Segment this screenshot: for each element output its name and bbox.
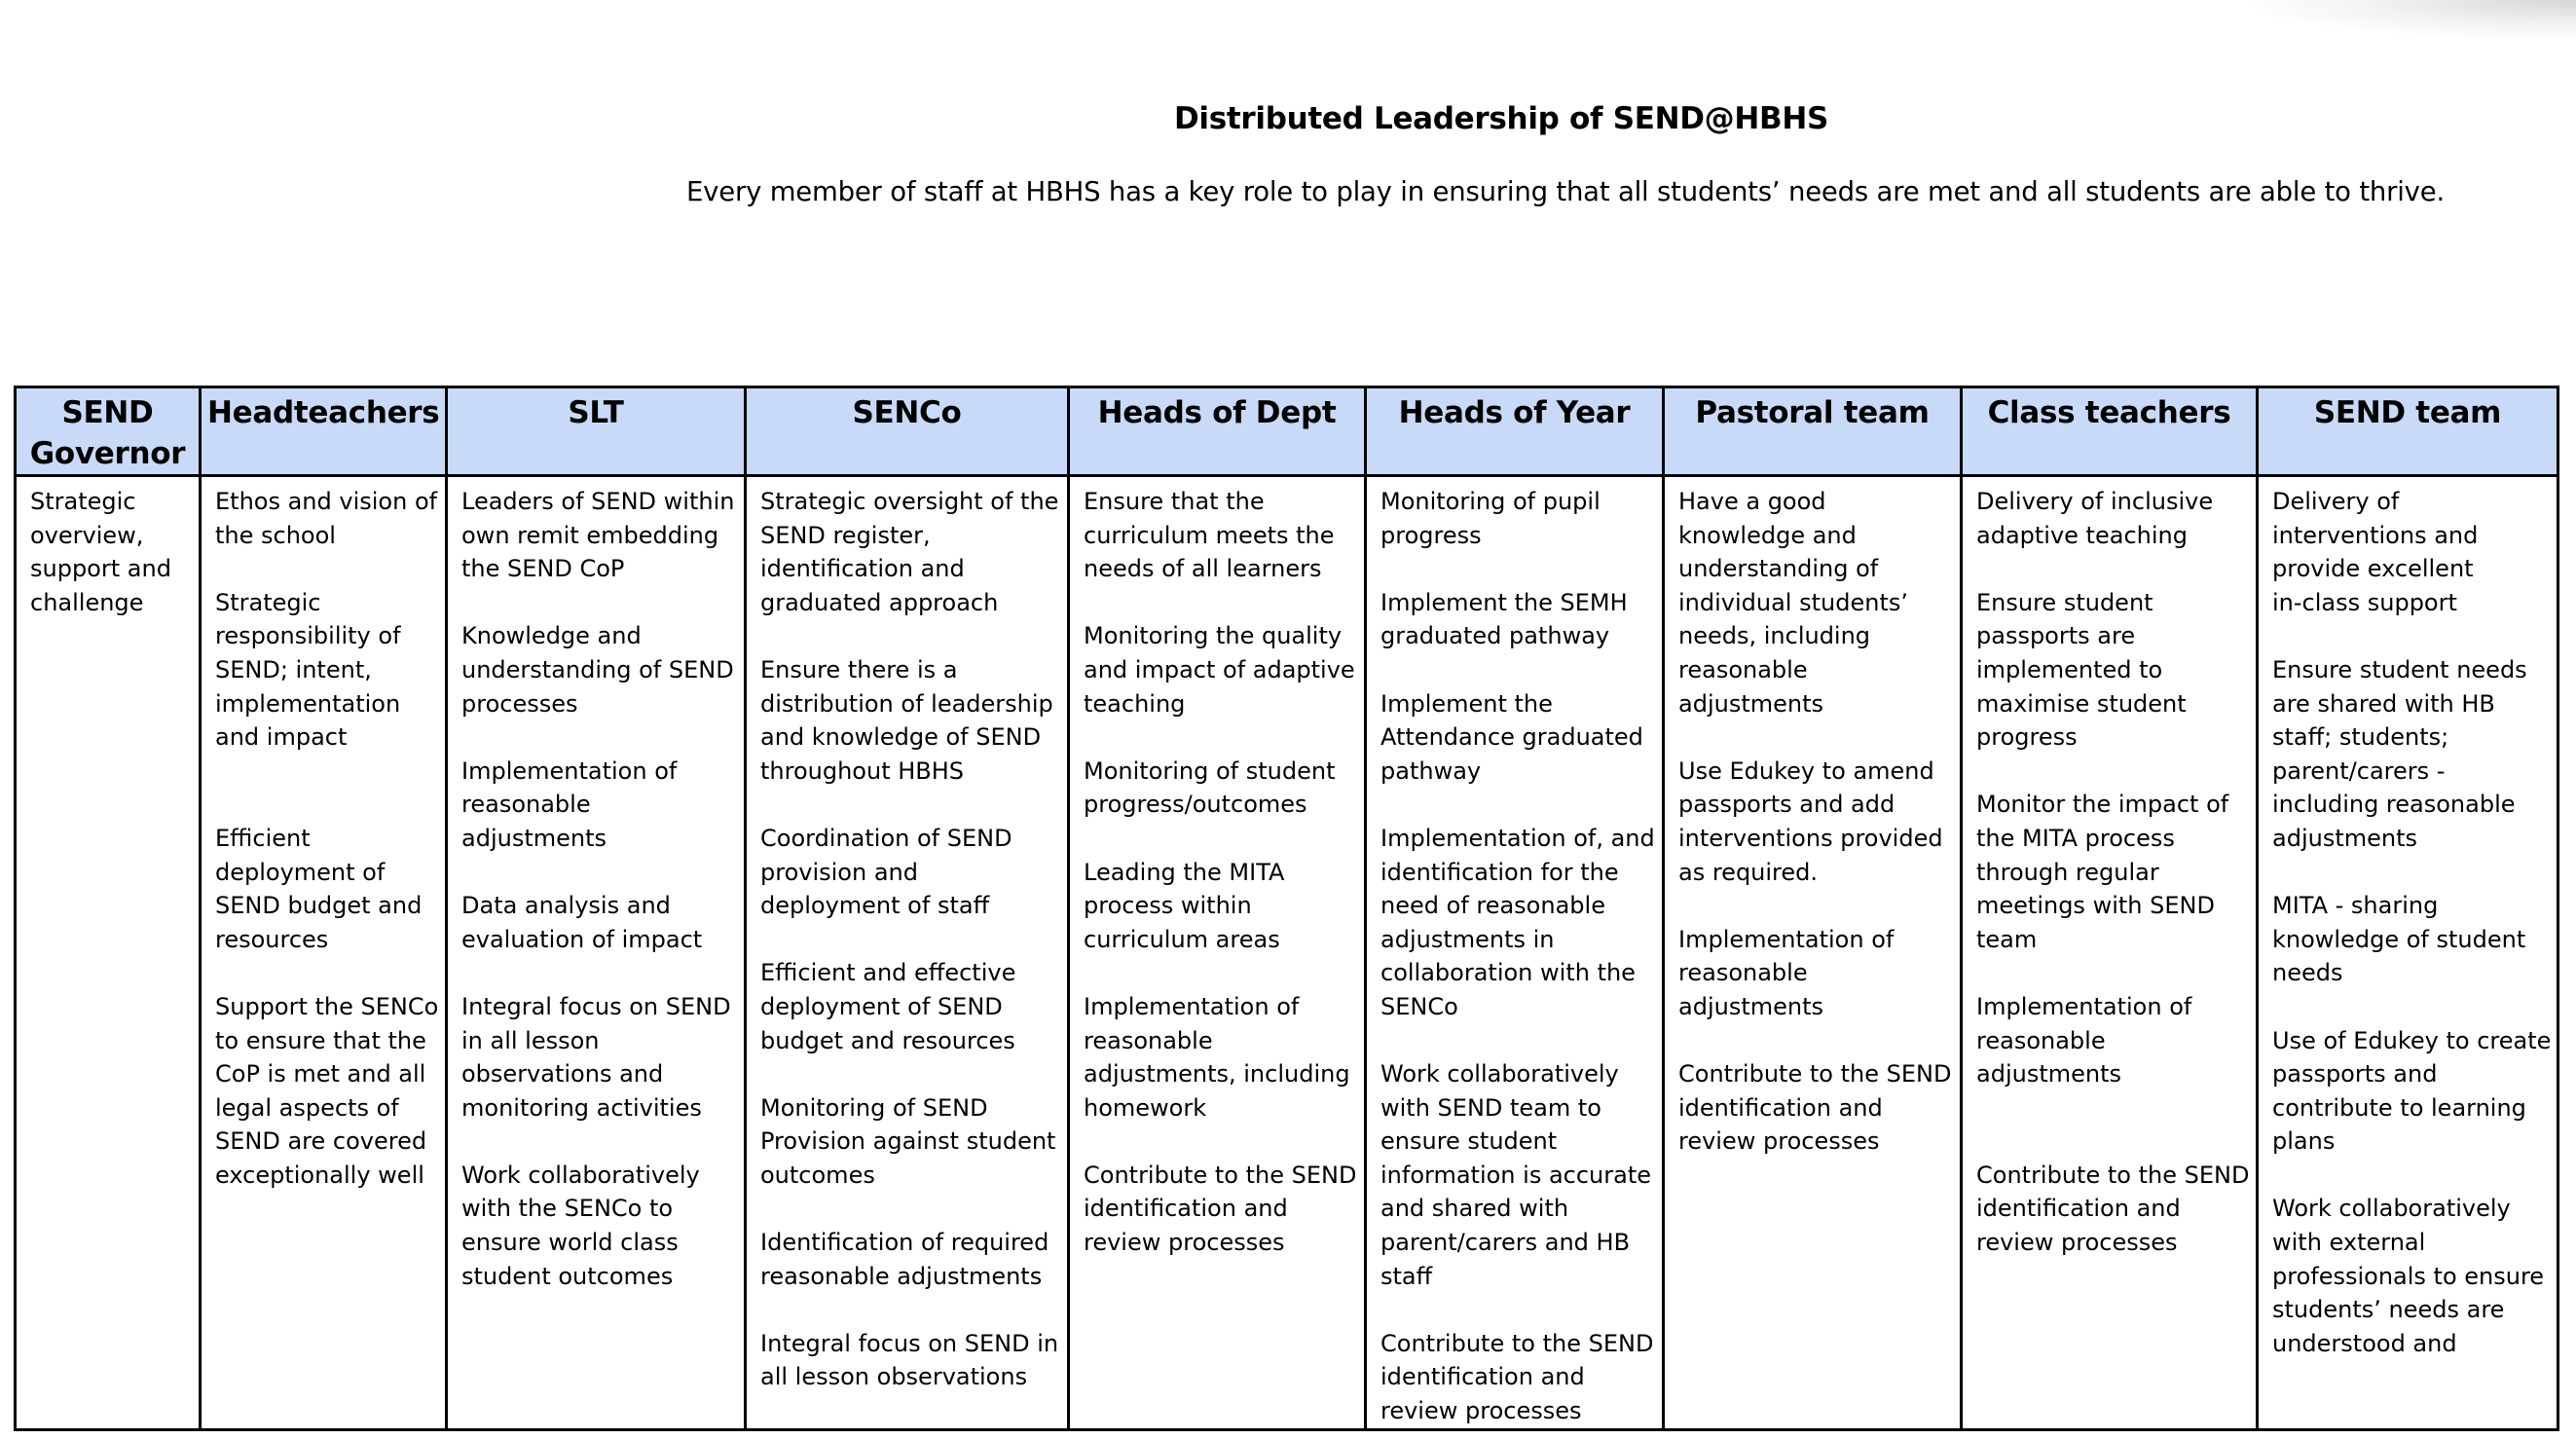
cell-text-line: Integral focus on SEND in (760, 1329, 1059, 1357)
cell-text-line: Coordination of SEND (760, 824, 1012, 852)
cell-spacer (760, 1192, 1063, 1226)
cell-spacer (1380, 552, 1658, 586)
cell-text-line: curriculum areas (1084, 925, 1280, 953)
cell-spacer (1976, 1091, 2252, 1125)
cell-text-line: reasonable (1976, 1026, 2106, 1054)
cell-spacer (2272, 990, 2553, 1024)
cell-text-line: staff; students; (2272, 723, 2449, 752)
cell-spacer (1976, 956, 2252, 990)
cell-text-line: with SEND team to (1380, 1093, 1601, 1122)
cell-spacer (1380, 788, 1658, 822)
cell-text-line: as required. (1678, 858, 1819, 886)
cell-heads-of-year (1366, 476, 1664, 1430)
cell-text-line: understood and (2272, 1329, 2457, 1357)
cell-spacer (215, 788, 441, 822)
cell-spacer (1084, 586, 1360, 620)
cell-text-line: Attendance graduated (1380, 723, 1643, 752)
header-class-teachers: Class teachers (1962, 387, 2258, 476)
cell-spacer (1678, 889, 1956, 923)
cell-text-line: adjustments (2272, 824, 2418, 852)
cell-spacer (760, 1293, 1063, 1327)
cell-text-line: Data analysis and (461, 892, 671, 920)
cell-text-line: parent/carers and HB (1380, 1229, 1631, 1257)
cell-text-line: interventions provided (1678, 824, 1943, 852)
table-header-row (16, 387, 2558, 476)
cell-text-line: provide excellent (2272, 555, 2474, 583)
cell-text-line: and shared with (1380, 1195, 1569, 1223)
header-send-governor: SEND Governor (16, 387, 201, 476)
cell-text-line: identification and (1084, 1195, 1288, 1223)
cell-text-line: Delivery of (2272, 488, 2400, 515)
cell-text-line: Implementation of (461, 756, 678, 785)
cell-senco (746, 476, 1069, 1430)
cell-text-line: Contribute to the SEND (1380, 1329, 1654, 1357)
cell-text-line: SEND are covered (215, 1127, 427, 1156)
cell-text-line: knowledge of student (2272, 925, 2526, 953)
cell-spacer (760, 1057, 1063, 1091)
cell-spacer (1678, 720, 1956, 755)
cell-text-line: ensure world class (461, 1229, 679, 1257)
cell-text-line: needs of all learners (1084, 555, 1322, 583)
cell-text-line: and knowledge of SEND (760, 723, 1042, 752)
cell-spacer (760, 619, 1063, 653)
leadership-roles-table (14, 386, 2559, 1431)
cell-text-line: SEND budget and (215, 892, 423, 920)
cell-text-line: adjustments (1678, 689, 1824, 718)
cell-text-line: curriculum meets the (1084, 521, 1335, 549)
cell-text-line: Leaders of SEND within (461, 488, 735, 515)
cell-send-team (2258, 476, 2558, 1430)
cell-text-line: in-class support (2272, 588, 2457, 616)
cell-spacer (215, 755, 441, 789)
page-corner-shadow (2255, 0, 2576, 39)
cell-text-line: and impact of adaptive (1084, 655, 1355, 683)
cell-text-line: reasonable adjustments (760, 1262, 1043, 1290)
cell-text-line: Ensure there is a (760, 655, 958, 683)
cell-spacer (461, 1125, 740, 1159)
cell-text-line: passports are (1976, 622, 2136, 650)
cell-text-line: review processes (1380, 1397, 1582, 1425)
cell-text-line: Strategic (215, 588, 321, 616)
cell-text-line: plans (2272, 1127, 2336, 1156)
cell-spacer (1084, 822, 1360, 856)
cell-text-line: adjustments, including (1084, 1060, 1350, 1088)
cell-text-line: Strategic oversight of the (760, 488, 1059, 515)
cell-text-line: knowledge and (1678, 521, 1857, 549)
cell-text-line: progress/outcomes (1084, 791, 1307, 819)
cell-text-line: team (1976, 925, 2038, 953)
cell-text-line: Monitoring the quality (1084, 622, 1343, 650)
cell-text-line: Delivery of inclusive (1976, 488, 2214, 515)
cell-text-line: adjustments (461, 824, 607, 852)
header-pastoral-team: Pastoral team (1664, 387, 1962, 476)
cell-text-line: pathway (1380, 756, 1482, 785)
cell-text-line: deployment of (215, 858, 386, 886)
cell-spacer (760, 788, 1063, 822)
cell-text-line: Implementation of (1976, 992, 2192, 1020)
cell-text-line: passports and add (1678, 791, 1895, 819)
cell-text-line: needs (2272, 959, 2343, 987)
cell-text-line: with external (2272, 1229, 2426, 1257)
cell-text-line: SENCo (1380, 992, 1458, 1020)
cell-text-line: throughout HBHS (760, 756, 965, 785)
cell-text-line: the school (215, 521, 336, 549)
cell-text-line: Contribute to the SEND (1678, 1060, 1952, 1088)
cell-text-line: adaptive teaching (1976, 521, 2188, 549)
cell-text-line: Support the SENCo (215, 992, 439, 1020)
cell-spacer (1084, 956, 1360, 990)
cell-text-line: implemented to (1976, 655, 2163, 683)
cell-text-line: Implement the SEMH (1380, 588, 1628, 616)
cell-text-line: Leading the MITA (1084, 858, 1285, 886)
cell-text-line: provision and (760, 858, 918, 886)
header-heads-of-year: Heads of Year (1366, 387, 1664, 476)
cell-text-line: ensure student (1380, 1127, 1558, 1156)
cell-text-line: interventions and (2272, 521, 2479, 549)
cell-text-line: legal aspects of (215, 1093, 399, 1122)
cell-text-line: MITA - sharing (2272, 892, 2439, 920)
cell-spacer (760, 923, 1063, 957)
cell-spacer (1678, 1024, 1956, 1058)
cell-text-line: deployment of staff (760, 892, 990, 920)
cell-text-line: SEND register, (760, 521, 931, 549)
cell-send-governor (16, 476, 201, 1430)
cell-text-line: Use Edukey to amend (1678, 756, 1934, 785)
cell-text-line: including reasonable (2272, 791, 2516, 819)
cell-text-line: Strategic (30, 488, 136, 515)
cell-text-line: student outcomes (461, 1262, 674, 1290)
cell-text-line: to ensure that the (215, 1026, 426, 1054)
cell-text-line: through regular (1976, 858, 2159, 886)
cell-text-line: professionals to ensure (2272, 1262, 2545, 1290)
cell-text-line: progress (1380, 521, 1482, 549)
cell-text-line: understanding of SEND (461, 655, 734, 683)
cell-text-line: the SEND CoP (461, 555, 625, 583)
cell-text-line: collaboration with the (1380, 959, 1636, 987)
cell-text-line: reasonable (1678, 655, 1808, 683)
cell-text-line: evaluation of impact (461, 925, 703, 953)
cell-pastoral-team (1664, 476, 1962, 1430)
cell-text-line: overview, (30, 521, 144, 549)
cell-text-line: review processes (1976, 1229, 2178, 1257)
cell-text-line: identification and (760, 555, 965, 583)
cell-text-line: budget and resources (760, 1026, 1015, 1054)
cell-text-line: Implementation of, and (1380, 824, 1655, 852)
cell-text-line: Ensure student needs (2272, 655, 2527, 683)
cell-text-line: exceptionally well (215, 1161, 424, 1189)
cell-spacer (461, 956, 740, 990)
cell-text-line: review processes (1678, 1127, 1880, 1156)
cell-text-line: Provision against student (760, 1127, 1056, 1156)
cell-spacer (1380, 1024, 1658, 1058)
cell-text-line: in all lesson (461, 1026, 600, 1054)
cell-text-line: outcomes (760, 1161, 875, 1189)
cell-text-line: Monitoring of pupil (1380, 488, 1601, 515)
cell-spacer (2272, 619, 2553, 653)
cell-text-line: Contribute to the SEND (1976, 1161, 2250, 1189)
cell-text-line: Identification of required (760, 1229, 1049, 1257)
cell-text-line: homework (1084, 1093, 1207, 1122)
cell-text-line: Ensure that the (1084, 488, 1265, 515)
cell-spacer (1976, 755, 2252, 789)
cell-text-line: Use of Edukey to create (2272, 1026, 2552, 1054)
header-heads-of-dept: Heads of Dept (1069, 387, 1366, 476)
cell-text-line: understanding of (1678, 555, 1879, 583)
cell-text-line: distribution of leadership (760, 689, 1053, 718)
cell-spacer (1084, 1125, 1360, 1159)
cell-spacer (215, 956, 441, 990)
header-senco: SENCo (746, 387, 1069, 476)
cell-spacer (1976, 552, 2252, 586)
cell-text-line: Have a good (1678, 488, 1826, 515)
cell-text-line: responsibility of (215, 622, 401, 650)
cell-text-line: SEND; intent, (215, 655, 372, 683)
cell-text-line: contribute to learning (2272, 1093, 2526, 1122)
cell-text-line: reasonable (1084, 1026, 1213, 1054)
cell-text-line: Knowledge and (461, 622, 642, 650)
cell-spacer (215, 552, 441, 586)
cell-text-line: Ensure student (1976, 588, 2153, 616)
cell-spacer (1976, 1125, 2252, 1159)
cell-text-line: support and (30, 555, 171, 583)
cell-text-line: Integral focus on SEND (461, 992, 731, 1020)
cell-text-line: Monitor the impact of (1976, 791, 2229, 819)
cell-text-line: Work collaboratively (2272, 1195, 2511, 1223)
cell-class-teachers (1962, 476, 2258, 1430)
cell-text-line: information is accurate (1380, 1161, 1652, 1189)
cell-text-line: parent/carers - (2272, 756, 2446, 785)
cell-text-line: Efficient (215, 824, 311, 852)
cell-slt (447, 476, 746, 1430)
cell-spacer (2272, 1159, 2553, 1193)
cell-text-line: adjustments in (1380, 925, 1555, 953)
cell-spacer (1380, 653, 1658, 687)
cell-spacer (1380, 1293, 1658, 1327)
cell-text-line: passports and (2272, 1060, 2438, 1088)
cell-spacer (461, 856, 740, 890)
cell-text-line: graduated approach (760, 588, 999, 616)
cell-text-line: processes (461, 689, 578, 718)
cell-text-line: process within (1084, 892, 1252, 920)
cell-text-line: reasonable (461, 791, 591, 819)
cell-text-line: are shared with HB (2272, 689, 2495, 718)
cell-text-line: identification for the (1380, 858, 1619, 886)
cell-text-line: implementation (215, 689, 401, 718)
cell-text-line: with the SENCo to (461, 1195, 674, 1223)
cell-text-line: Work collaboratively (461, 1161, 700, 1189)
cell-text-line: Implement the (1380, 689, 1553, 718)
cell-text-line: individual students’ (1678, 588, 1908, 616)
cell-text-line: identification and (1976, 1195, 2181, 1223)
cell-headteachers (201, 476, 447, 1430)
cell-spacer (461, 586, 740, 620)
cell-text-line: adjustments (1678, 992, 1824, 1020)
cell-text-line: Contribute to the SEND (1084, 1161, 1357, 1189)
cell-spacer (461, 720, 740, 755)
cell-text-line: Implementation of (1678, 925, 1895, 953)
cell-text-line: resources (215, 925, 329, 953)
header-headteachers: Headteachers (201, 387, 447, 476)
cell-text-line: identification and (1380, 1363, 1585, 1391)
cell-text-line: Ethos and vision of (215, 488, 438, 515)
cell-text-line: staff (1380, 1262, 1433, 1290)
header-send-team: SEND team (2258, 387, 2558, 476)
cell-text-line: teaching (1084, 689, 1186, 718)
cell-text-line: CoP is met and all (215, 1060, 426, 1088)
cell-text-line: Monitoring of SEND (760, 1093, 988, 1122)
document-title: Distributed Leadership of SEND@HBHS (1173, 101, 1829, 136)
cell-text-line: own remit embedding (461, 521, 719, 549)
cell-text-line: need of reasonable (1380, 892, 1605, 920)
cell-heads-of-dept (1069, 476, 1366, 1430)
cell-text-line: and impact (215, 723, 348, 752)
cell-text-line: Efficient and effective (760, 959, 1016, 987)
document-subtitle: Every member of staff at HBHS has a key role to play in ensuring that all students’ needs are met and all students are able to thrive. (686, 176, 2446, 207)
cell-text-line: students’ needs are (2272, 1296, 2505, 1324)
cell-text-line: observations and (461, 1060, 664, 1088)
cell-text-line: maximise student (1976, 689, 2187, 718)
cell-text-line: deployment of SEND (760, 992, 1003, 1020)
cell-text-line: progress (1976, 723, 2078, 752)
cell-spacer (1084, 720, 1360, 755)
cell-text-line: adjustments (1976, 1060, 2122, 1088)
cell-text-line: all lesson observations (760, 1363, 1028, 1391)
table-row (16, 476, 2558, 1430)
cell-text-line: Work collaboratively (1380, 1060, 1619, 1088)
cell-text-line: Monitoring of student (1084, 756, 1336, 785)
cell-text-line: identification and (1678, 1093, 1883, 1122)
cell-text-line: meetings with SEND (1976, 892, 2215, 920)
cell-text-line: reasonable (1678, 959, 1808, 987)
cell-text-line: needs, including (1678, 622, 1871, 650)
cell-text-line: challenge (30, 588, 144, 616)
cell-text-line: graduated pathway (1380, 622, 1610, 650)
cell-text-line: review processes (1084, 1229, 1285, 1257)
cell-text-line: Implementation of (1084, 992, 1300, 1020)
cell-text-line: monitoring activities (461, 1093, 702, 1122)
cell-text-line: the MITA process (1976, 824, 2175, 852)
header-slt: SLT (447, 387, 746, 476)
cell-spacer (2272, 856, 2553, 890)
